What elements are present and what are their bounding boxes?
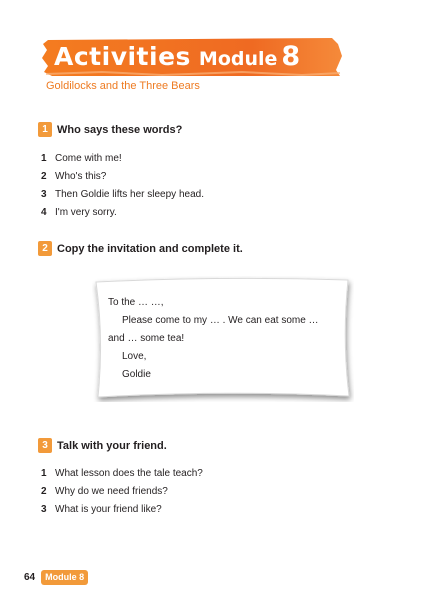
list-item: 4 I'm very sorry. xyxy=(41,207,117,218)
section-3-number-badge: 3 xyxy=(38,438,52,453)
invitation-line: Love, xyxy=(122,351,147,362)
invitation-line: To the … …, xyxy=(108,297,164,308)
page-subtitle: Goldilocks and the Three Bears xyxy=(46,80,200,92)
page-number: 64 xyxy=(24,572,36,583)
banner-word-activities: Activities xyxy=(54,42,191,71)
list-item: 3 What is your friend like? xyxy=(41,504,162,515)
footer-module-badge: Module 8 xyxy=(41,570,88,585)
list-item: 2 Who's this? xyxy=(41,171,107,182)
list-item: 2 Why do we need friends? xyxy=(41,486,168,497)
list-item: 3 Then Goldie lifts her sleepy head. xyxy=(41,189,204,200)
section-3-heading xyxy=(38,438,167,453)
section-1-heading xyxy=(38,122,182,137)
section-1-number-badge: 1 xyxy=(38,122,52,137)
invitation-line: and … some tea! xyxy=(108,333,185,344)
list-item: 1 Come with me! xyxy=(41,153,122,164)
module-banner xyxy=(42,36,344,78)
list-item: 1 What lesson does the tale teach? xyxy=(41,468,203,479)
section-2-heading xyxy=(38,241,243,256)
banner-word-module: Module xyxy=(198,48,278,70)
section-1-title: Who says these words? xyxy=(57,123,183,136)
section-3-title: Talk with your friend. xyxy=(57,439,167,452)
section-3-list xyxy=(41,465,203,519)
invitation-line: Please come to my … . We can eat some … xyxy=(122,315,319,326)
invitation-line: Goldie xyxy=(122,369,151,380)
section-1-list xyxy=(41,150,204,222)
section-2-number-badge: 2 xyxy=(38,241,52,256)
page-footer xyxy=(24,570,88,585)
invitation-text xyxy=(108,294,344,384)
banner-title xyxy=(54,40,300,74)
banner-module-number: 8 xyxy=(281,41,301,72)
invitation-card xyxy=(92,276,354,402)
section-2-title: Copy the invitation and complete it. xyxy=(57,242,243,255)
